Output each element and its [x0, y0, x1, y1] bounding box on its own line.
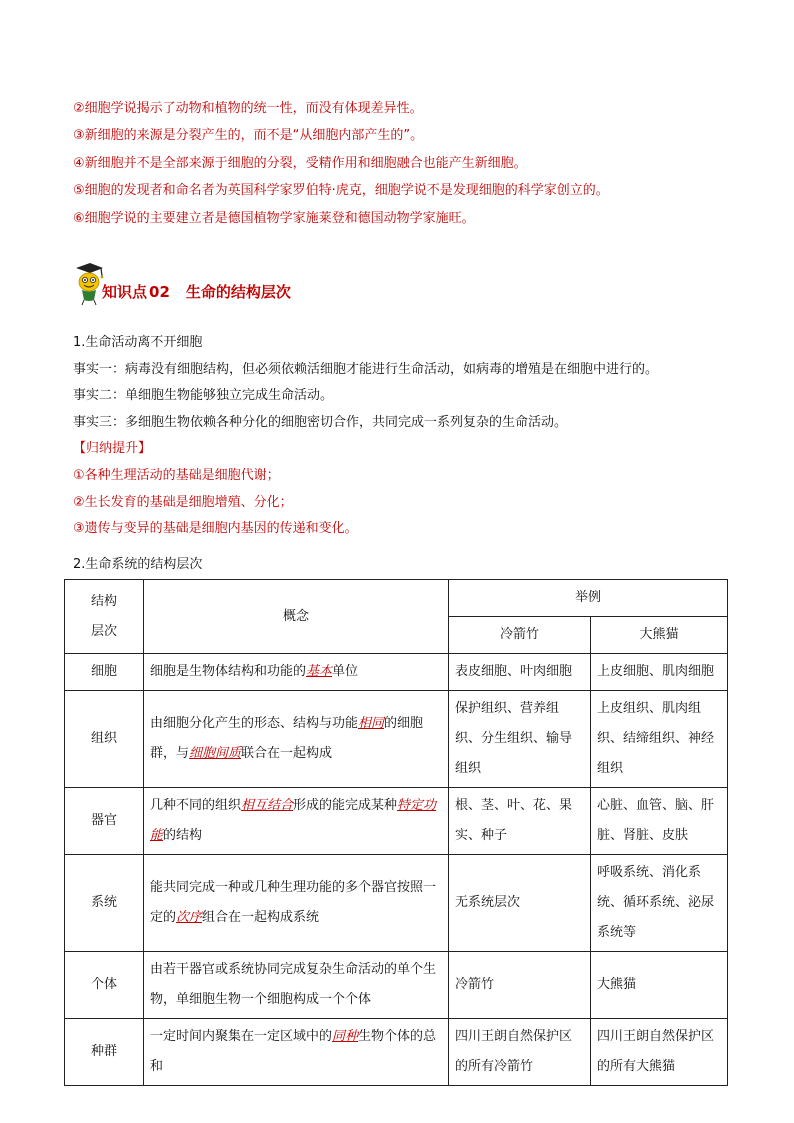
concept-cell: 细胞是生物体结构和功能的基本单位	[144, 654, 449, 691]
level-cell: 器官	[65, 788, 144, 855]
part1-block	[73, 330, 763, 543]
example-cell: 冷箭竹	[449, 952, 591, 1019]
note-item: ③新细胞的来源是分裂产生的，而不是“从细胞内部产生的”。	[73, 128, 424, 144]
concept-cell: 能共同完成一种或几种生理功能的多个器官按照一定的次序组合在一起构成系统	[144, 855, 449, 952]
header-examples: 举例	[449, 580, 728, 617]
concept-cell: 一定时间内聚集在一定区域中的同种生物个体的总和	[144, 1019, 449, 1086]
note-item: ⑥细胞学说的主要建立者是德国植物学家施莱登和德国动物学家施旺。	[73, 210, 475, 226]
level-cell: 种群	[65, 1019, 144, 1086]
keyword: 相同	[358, 716, 385, 731]
part1-heading: 1.生命活动离不开细胞	[73, 335, 203, 350]
section-heading	[72, 262, 472, 306]
notes-list	[73, 95, 753, 232]
fact-item: 事实一：病毒没有细胞结构，但必须依赖活细胞才能进行生命活动，如病毒的增殖是在细胞中进行的。	[73, 361, 659, 377]
table-row	[65, 1019, 728, 1086]
summary-title: 【归纳提升】	[73, 441, 152, 457]
header-level: 结构 层次	[65, 580, 144, 654]
example-cell: 四川王朗自然保护区的所有大熊猫	[591, 1019, 728, 1086]
header-example-2: 大熊猫	[591, 617, 728, 654]
keyword: 细胞间质	[189, 746, 242, 761]
summary-item: ①各种生理活动的基础是细胞代谢；	[73, 467, 280, 483]
example-cell: 上皮组织、肌肉组织、结缔组织、神经组织	[591, 691, 728, 788]
example-cell: 心脏、血管、脑、肝脏、肾脏、皮肤	[591, 788, 728, 855]
concept-cell: 由细胞分化产生的形态、结构与功能相同的细胞群，与细胞间质联合在一起构成	[144, 691, 449, 788]
table-row	[65, 788, 728, 855]
header-concept: 概念	[144, 580, 449, 654]
example-cell: 表皮细胞、叶肉细胞	[449, 654, 591, 691]
table-row	[65, 691, 728, 788]
fact-item: 事实二：单细胞生物能够独立完成生命活动。	[73, 388, 334, 404]
example-cell: 呼吸系统、消化系统、循环系统、泌尿系统等	[591, 855, 728, 952]
keyword: 特定功能	[150, 798, 437, 843]
summary-item: ②生长发育的基础是细胞增殖、分化；	[73, 494, 293, 510]
level-cell: 细胞	[65, 654, 144, 691]
example-cell: 保护组织、营养组织、分生组织、输导组织	[449, 691, 591, 788]
keyword: 同种	[332, 1029, 359, 1044]
example-cell: 无系统层次	[449, 855, 591, 952]
note-item: ④新细胞并不是全部来源于细胞的分裂，受精作用和细胞融合也能产生新细胞。	[73, 155, 527, 171]
example-cell: 上皮细胞、肌肉细胞	[591, 654, 728, 691]
table-header-row	[65, 580, 728, 617]
example-cell: 四川王朗自然保护区的所有冷箭竹	[449, 1019, 591, 1086]
concept-cell: 由若干器官或系统协同完成复杂生命活动的单个生物，单细胞生物一个细胞构成一个个体	[144, 952, 449, 1019]
table-row	[65, 952, 728, 1019]
header-example-1: 冷箭竹	[449, 617, 591, 654]
note-item: ②细胞学说揭示了动物和植物的统一性，而没有体现差异性。	[73, 101, 423, 116]
section-title: 知识点 02 生命的结构层次	[102, 283, 291, 301]
concept-cell: 几种不同的组织相互结合形成的能完成某种特定功能的结构	[144, 788, 449, 855]
level-cell: 系统	[65, 855, 144, 952]
keyword: 基本	[306, 664, 333, 679]
level-cell: 组织	[65, 691, 144, 788]
table-row	[65, 654, 728, 691]
graduate-mascot-icon	[72, 262, 104, 306]
summary-item: ③遗传与变异的基础是细胞内基因的传递和变化。	[73, 521, 358, 537]
structure-levels-table	[64, 579, 728, 1086]
example-cell: 大熊猫	[591, 952, 728, 1019]
note-item: ⑤细胞的发现者和命名者为英国科学家罗伯特·虎克，细胞学说不是发现细胞的科学家创立的。	[73, 183, 609, 199]
table-row	[65, 855, 728, 952]
part2-heading: 2.生命系统的结构层次	[73, 557, 203, 572]
level-cell: 个体	[65, 952, 144, 1019]
example-cell: 根、茎、叶、花、果实、种子	[449, 788, 591, 855]
keyword: 相互结合	[241, 798, 294, 813]
keyword: 次序	[176, 910, 203, 925]
fact-item: 事实三：多细胞生物依赖各种分化的细胞密切合作，共同完成一系列复杂的生命活动。	[73, 414, 568, 430]
